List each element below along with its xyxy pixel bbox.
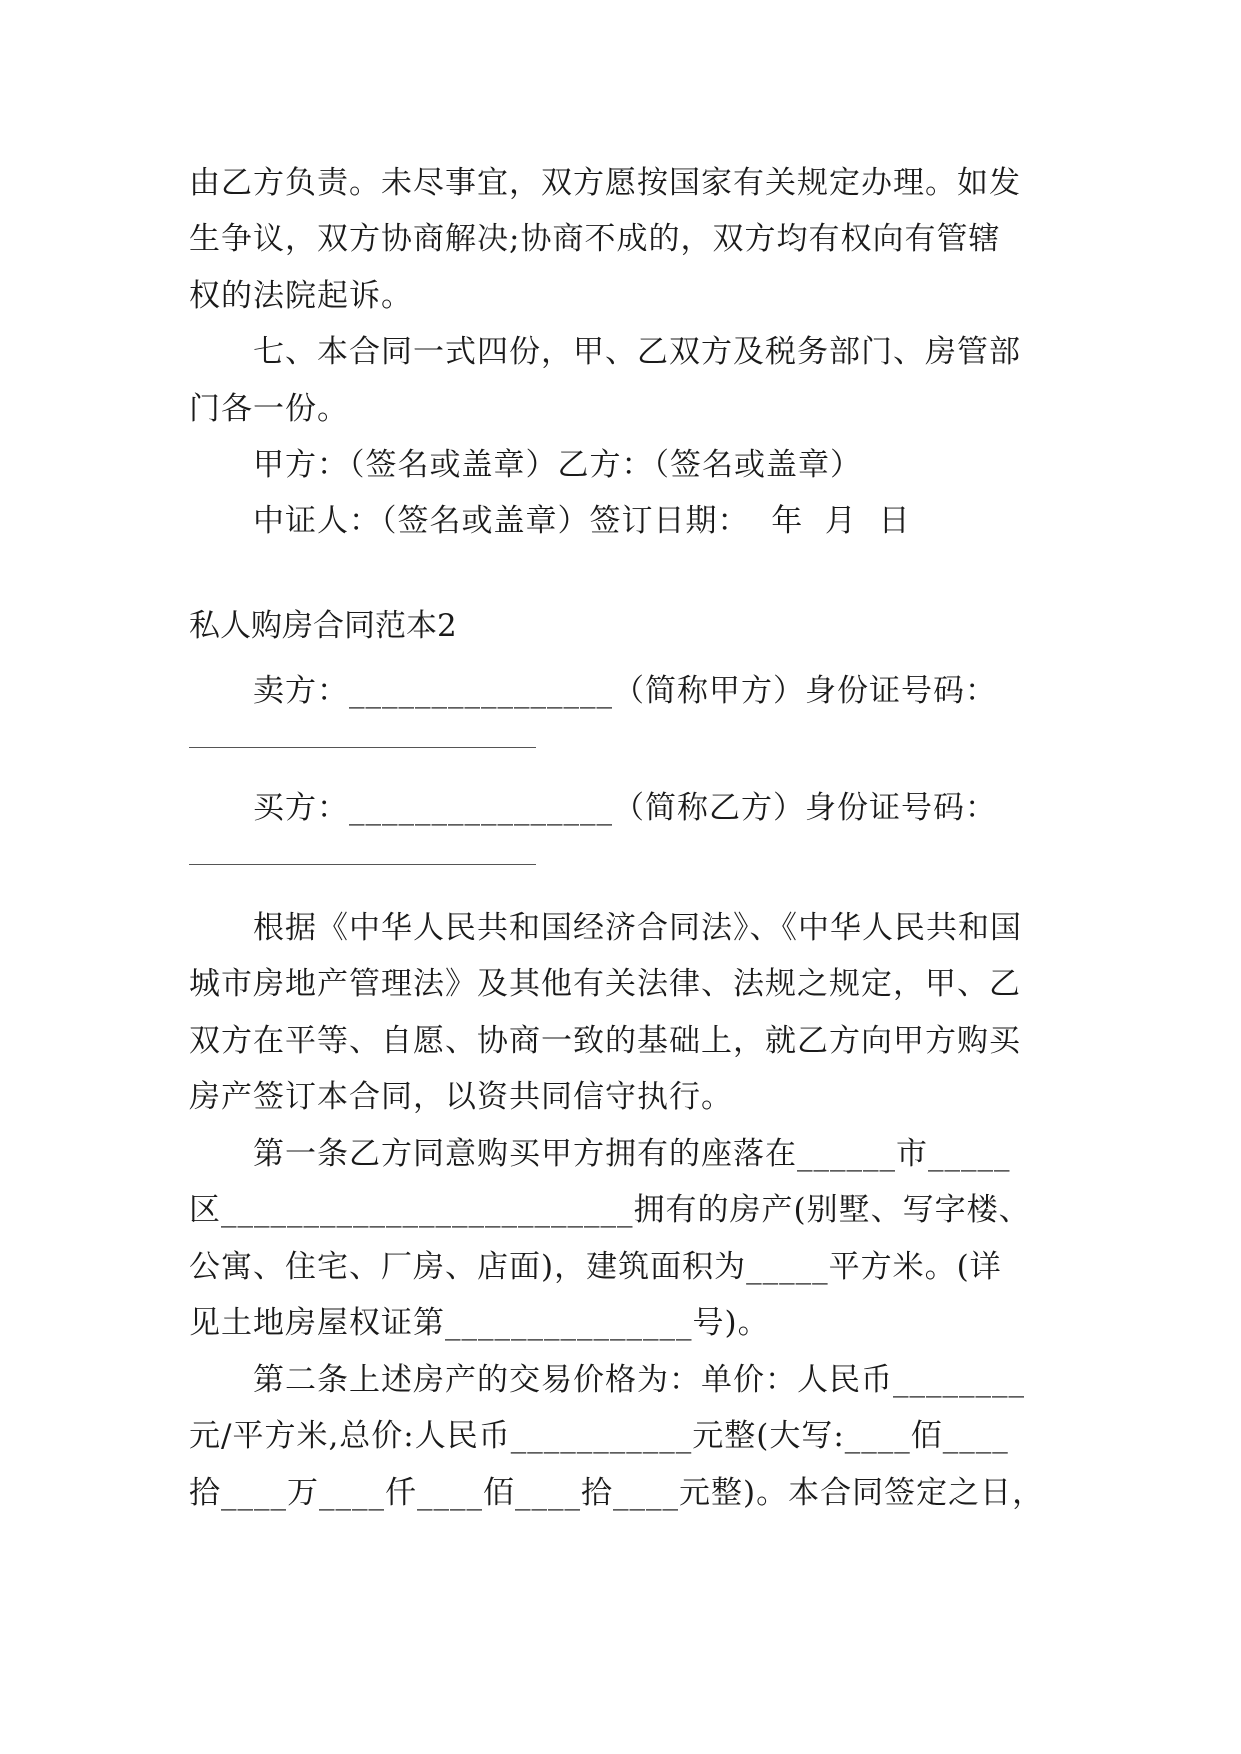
- signature-date-line: 中证人：（签名或盖章）签订日期： 年 月 日: [253, 503, 911, 539]
- buyer-line: 买方：________________（简称乙方）身份证号码：: [253, 790, 997, 826]
- article-line: 公寓、住宅、厂房、店面)，建筑面积为_____平方米。(详: [189, 1249, 1002, 1285]
- seller-line: 卖方：________________（简称甲方）身份证号码：: [253, 673, 997, 709]
- article-line: 见土地房屋权证第_______________号)。: [189, 1305, 770, 1341]
- article-line: 拾____万____仟____佰____拾____元整)。本合同签定之日，: [189, 1475, 1045, 1511]
- article-line: 区_________________________拥有的房产(别墅、写字楼、: [189, 1192, 1031, 1228]
- seller-id-blank-underline: [189, 747, 536, 748]
- paragraph-line: 房产签订本合同，以资共同信守执行。: [189, 1079, 733, 1115]
- article-line: 第二条上述房产的交易价格为：单价：人民币________: [253, 1362, 1025, 1398]
- paragraph-line: 由乙方负责。未尽事宜，双方愿按国家有关规定办理。如发: [189, 165, 1021, 201]
- paragraph-line: 七、本合同一式四份，甲、乙双方及税务部门、房管部: [253, 334, 1021, 370]
- paragraph-line: 双方在平等、自愿、协商一致的基础上，就乙方向甲方购买: [189, 1023, 1021, 1059]
- paragraph-line: 权的法院起诉。: [189, 278, 413, 314]
- signature-line: 甲方：（签名或盖章）乙方：（签名或盖章）: [253, 447, 862, 483]
- article-line: 第一条乙方同意购买甲方拥有的座落在______市_____: [253, 1136, 1011, 1172]
- section-title: 私人购房合同范本2: [189, 608, 457, 644]
- paragraph-line: 门各一份。: [189, 391, 349, 427]
- paragraph-line: 生争议，双方协商解决;协商不成的，双方均有权向有管辖: [189, 221, 1001, 257]
- article-line: 元/平方米,总价:人民币___________元整(大写:____佰____: [189, 1418, 1009, 1454]
- buyer-id-blank-underline: [189, 864, 536, 865]
- paragraph-line: 城市房地产管理法》及其他有关法律、法规之规定，甲、乙: [189, 966, 1021, 1002]
- paragraph-line: 根据《中华人民共和国经济合同法》、《中华人民共和国: [253, 910, 1022, 946]
